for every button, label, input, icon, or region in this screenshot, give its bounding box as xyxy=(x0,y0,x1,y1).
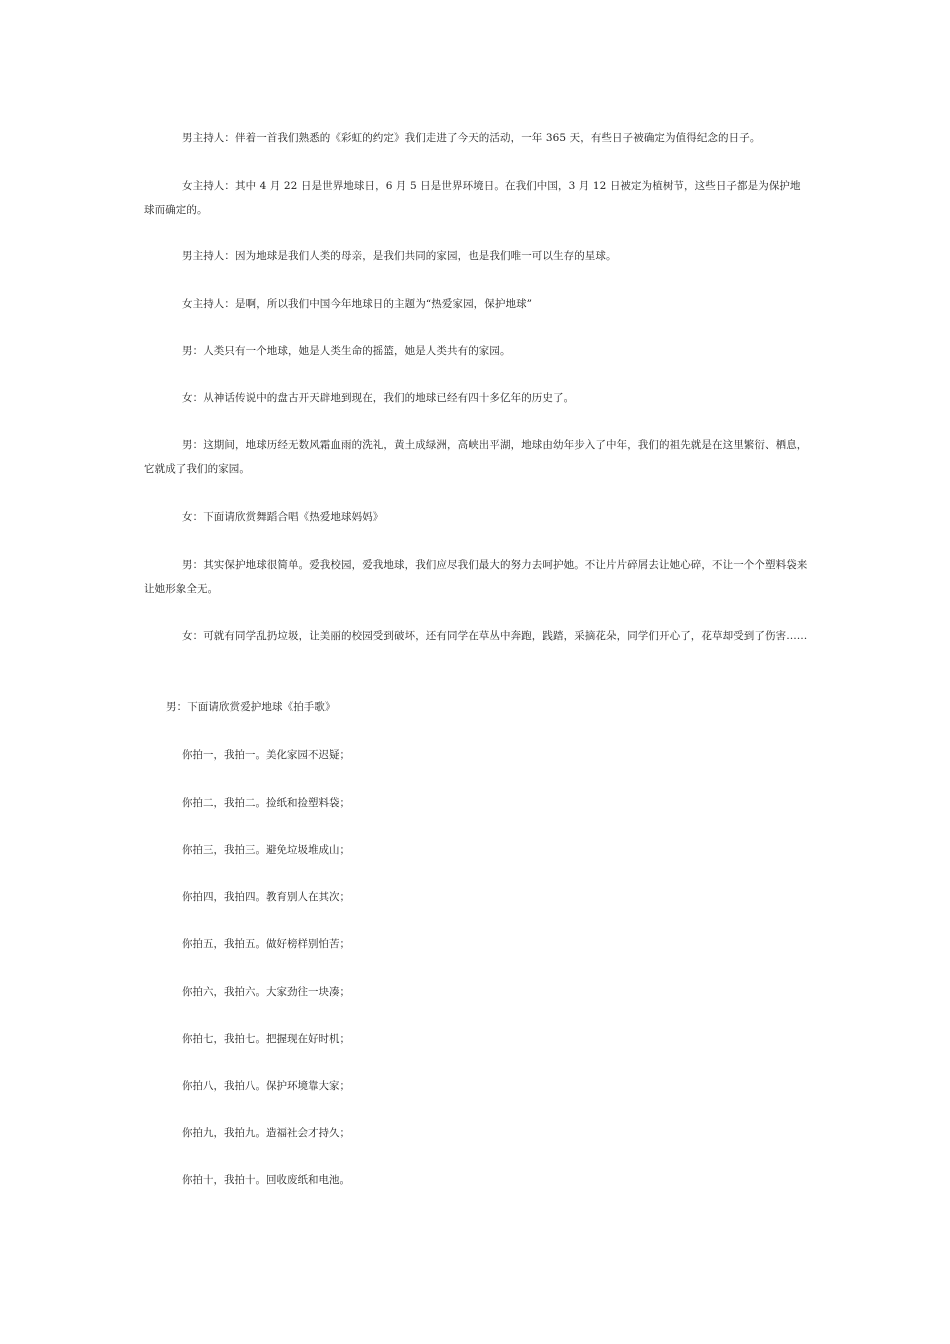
dialogue-paragraph: 女：下面请欣赏舞蹈合唱《热爱地球妈妈》 xyxy=(182,511,384,523)
dialogue-paragraph: 女主持人：其中 4 月 22 日是世界地球日，6 月 5 日是世界环境日。在我们中国，3 月 12 日被定为植树节，这些日子都是为保护地球而确定的。 xyxy=(144,180,801,216)
dialogue-paragraph: 女：可就有同学乱扔垃圾，让美丽的校园受到破坏，还有同学在草丛中奔跑，践踏，采摘花朵，同学们开心了，花草却受到了伤害…… xyxy=(182,630,808,642)
song-line: 你拍八，我拍八。保护环境靠大家； xyxy=(182,1080,350,1092)
song-line: 你拍九，我拍九。造福社会才持久； xyxy=(182,1127,350,1139)
song-line: 你拍三，我拍三。避免垃圾堆成山； xyxy=(182,844,350,856)
song-line: 你拍七，我拍七。把握现在好时机； xyxy=(182,1033,350,1045)
song-line: 你拍一，我拍一。美化家园不迟疑； xyxy=(182,749,350,761)
song-line: 你拍六，我拍六。大家劲往一块凑； xyxy=(182,986,350,998)
song-line: 你拍四，我拍四。教育别人在其次； xyxy=(182,891,350,903)
dialogue-paragraph: 男：人类只有一个地球，她是人类生命的摇篮，她是人类共有的家园。 xyxy=(182,345,511,357)
song-line: 你拍二，我拍二。捡纸和捡塑料袋； xyxy=(182,797,350,809)
dialogue-paragraph: 男：这期间，地球历经无数风霜血雨的洗礼，黄土成绿洲，高峡出平湖，地球由幼年步入了中年，我们的祖先就是在这里繁衍、栖息，它就成了我们的家园。 xyxy=(144,439,808,475)
song-line: 你拍五，我拍五。做好榜样别怕苦； xyxy=(182,938,350,950)
song-line: 你拍十，我拍十。回收废纸和电池。 xyxy=(182,1174,350,1186)
dialogue-paragraph: 男：其实保护地球很简单。爱我校园，爱我地球，我们应尽我们最大的努力去呵护她。不让片片碎屑去让她心碎，不让一个个塑料袋来让她形象全无。 xyxy=(144,559,808,595)
dialogue-paragraph: 男主持人：因为地球是我们人类的母亲，是我们共同的家园，也是我们唯一可以生存的星球。 xyxy=(182,250,617,262)
dialogue-paragraph: 男主持人：伴着一首我们熟悉的《彩虹的约定》我们走进了今天的活动，一年 365 天，有些日子被确定为值得纪念的日子。 xyxy=(182,132,761,144)
dialogue-paragraph: 男：下面请欣赏爱护地球《拍手歌》 xyxy=(166,701,336,713)
dialogue-paragraph: 女主持人：是啊，所以我们中国今年地球日的主题为“热爱家园，保护地球” xyxy=(182,298,533,310)
dialogue-paragraph: 女：从神话传说中的盘古开天辟地到现在，我们的地球已经有四十多亿年的历史了。 xyxy=(182,392,575,404)
